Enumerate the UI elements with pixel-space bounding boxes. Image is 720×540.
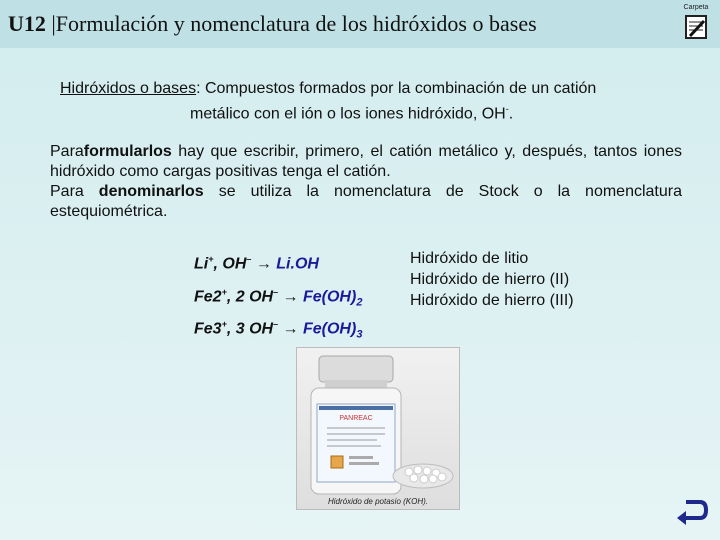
logo-label: Carpeta <box>683 4 709 11</box>
slide-title <box>8 11 537 37</box>
naming-rule <box>50 182 682 222</box>
definition-end: . <box>508 105 514 123</box>
compound-name: Hidróxido de litio <box>410 250 529 267</box>
anion-charge: – <box>246 254 252 264</box>
formula-row <box>194 281 362 314</box>
photo-caption: Hidróxido de potasio (KOH). <box>327 497 429 506</box>
anion-charge: – <box>273 319 279 330</box>
return-arrow-icon[interactable] <box>674 498 708 528</box>
notebook-pen-icon[interactable] <box>682 4 710 42</box>
return-arrow-graphic <box>674 498 708 528</box>
compound-name: Hidróxido de hierro (III) <box>410 292 574 309</box>
reaction-arrow: → <box>278 320 303 338</box>
definition-text-1: : Compuestos formados por la combinación de un catión <box>196 80 597 97</box>
p2-start: Para <box>50 183 99 200</box>
bottle-illustration <box>297 348 459 509</box>
definition-line-1 <box>60 79 680 99</box>
formula-row <box>194 248 362 281</box>
formulation-rule <box>50 142 682 182</box>
product: Fe(OH) <box>302 320 357 338</box>
formula-row <box>194 313 362 346</box>
explanation-paragraph <box>50 142 682 222</box>
title-text: |Formulación y nomenclatura de los hidróxidos o bases <box>51 11 537 36</box>
compound-name: Hidróxido de hierro (II) <box>410 271 570 288</box>
koh-bottle-photo <box>296 347 460 510</box>
product-subscript: 2 <box>356 296 363 309</box>
compound-names <box>410 248 574 311</box>
product: Fe(OH) <box>302 287 357 305</box>
p1-keyword: formularlos <box>83 143 172 160</box>
product-subscript: 3 <box>356 328 363 341</box>
cation-charge: + <box>221 319 227 330</box>
anion: , OH <box>213 255 247 273</box>
cation-charge: + <box>208 254 214 264</box>
bottle-label-text: PANREAC <box>339 415 373 422</box>
anion: , 3 OH <box>226 320 274 338</box>
p2-rest: se utiliza la nomenclatura de Stock o la nomenclatura estequiométrica. <box>50 183 682 220</box>
formula-list <box>194 248 362 346</box>
anion-charge: – <box>273 286 279 297</box>
slide-header <box>0 0 720 48</box>
cation: Fe3 <box>194 320 222 338</box>
definition-block <box>60 79 680 124</box>
definition-term: Hidróxidos o bases <box>60 80 197 97</box>
cation-charge: + <box>221 286 227 297</box>
p1-start: Para <box>50 143 84 160</box>
p1-rest: hay que escribir, primero, el catión metálico y, después, tantos iones hidróxido como cargas positivas tenga el catión. <box>50 143 682 180</box>
reaction-arrow: → <box>278 287 303 305</box>
hydroxide-charge: - <box>505 104 509 114</box>
definition-line-2 <box>60 99 680 124</box>
reaction-arrow: → <box>251 255 277 273</box>
definition-text-2: metálico con el ión o los iones hidróxido, OH <box>190 105 506 123</box>
anion: , 2 OH <box>226 287 274 305</box>
p2-keyword: denominarlos <box>98 183 204 200</box>
product: Li.OH <box>276 255 319 273</box>
cation: Fe2 <box>194 287 222 305</box>
unit-code: U12 <box>8 11 46 36</box>
cation: Li <box>194 255 209 273</box>
